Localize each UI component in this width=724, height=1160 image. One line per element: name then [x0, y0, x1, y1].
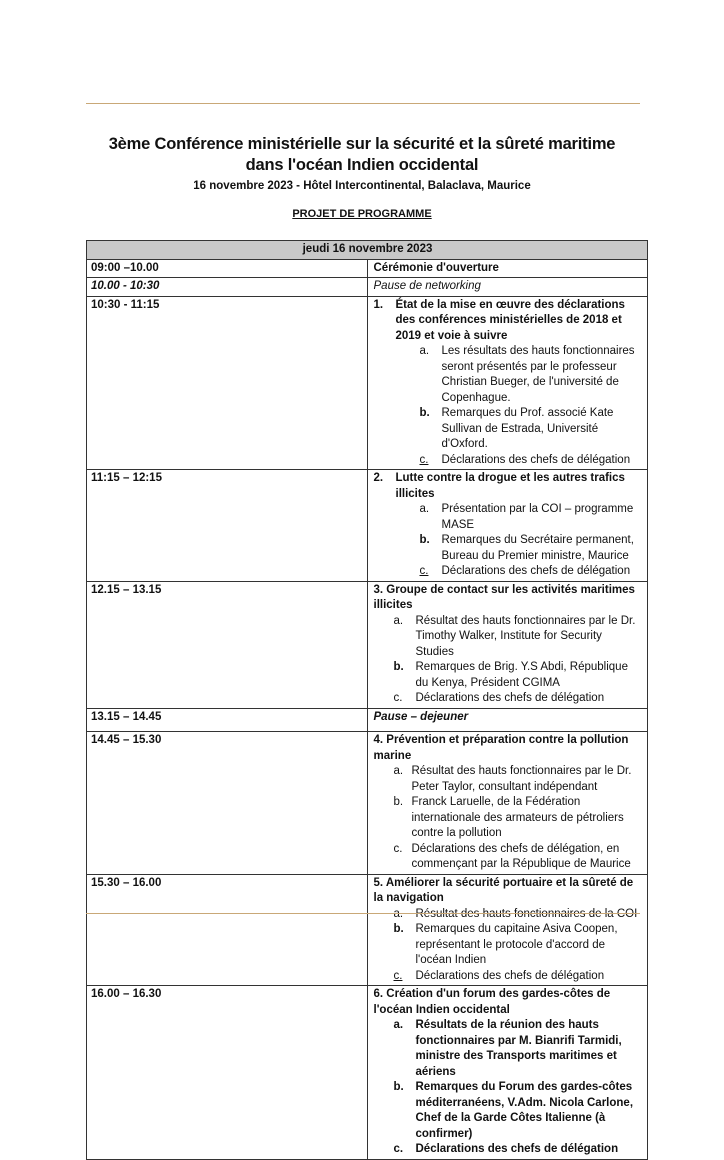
session-title: Lutte contre la drogue et les autres trafics illicites	[395, 472, 625, 500]
document-subtitle: 16 novembre 2023 - Hôtel Intercontinental, Balaclava, Maurice	[193, 180, 531, 192]
list-item: c. Déclarations des chefs de délégation	[419, 453, 631, 466]
session-title: Cérémonie d'ouverture	[367, 259, 648, 278]
list-item: a. Résultat des hauts fonctionnaires de la COI	[393, 907, 638, 920]
table-row	[87, 874, 648, 986]
list-item: a. Résultat des hauts fonctionnaires par le Dr. Peter Taylor, consultant indépendant	[393, 765, 632, 793]
session-time: 10:30 - 11:15	[87, 296, 368, 470]
session-title: 3. Groupe de contact sur les activités maritimes illicites	[373, 583, 635, 611]
top-divider	[86, 103, 640, 104]
session-number: 1.	[373, 298, 384, 311]
session-content	[367, 581, 648, 708]
program-title: PROJET DE PROGRAMME	[292, 208, 432, 220]
table-row	[87, 986, 648, 1160]
list-item: a. Les résultats des hauts fonctionnaires seront présentés par le professeur Christian Bueger, de l'université de Copenhague.	[419, 345, 635, 404]
list-item: c. Déclarations des chefs de délégation	[393, 692, 605, 704]
bottom-divider	[86, 913, 640, 914]
title-line-2: dans l'océan Indien occidental	[245, 156, 479, 174]
session-time: 13.15 – 14.45	[87, 708, 368, 732]
session-content	[367, 470, 648, 582]
title-line-1: 3ème Conférence ministérielle sur la sécurité et la sûreté maritime	[108, 135, 616, 153]
document-title	[60, 134, 664, 176]
session-time: 12.15 – 13.15	[87, 581, 368, 708]
session-title: État de la mise en œuvre des déclarations des conférences ministérielles de 2018 et 2019 et voie à suivre	[395, 298, 625, 342]
session-content	[367, 986, 648, 1160]
list-item: a. Résultats de la réunion des hauts fonctionnaires par M. Bianrifi Tarmidi, ministre des Transports maritimes et aériens	[393, 1019, 622, 1078]
list-item: b. Franck Laruelle, de la Fédération internationale des armateurs de pétroliers contre la pollution	[393, 796, 624, 839]
list-item: a. Résultat des hauts fonctionnaires par le Dr. Timothy Walker, Institute for Security Studies	[393, 614, 636, 658]
list-item: b. Remarques du Prof. associé Kate Sullivan de Estrada, Université d'Oxford.	[419, 407, 614, 450]
list-item: a. Présentation par la COI – programme MASE	[419, 503, 634, 531]
list-item: b. Remarques du Secrétaire permanent, Bureau du Premier ministre, Maurice	[419, 534, 634, 562]
table-row	[87, 708, 648, 732]
session-title: Pause de networking	[367, 278, 648, 297]
session-content	[367, 874, 648, 986]
session-heading	[374, 298, 643, 345]
day-header: jeudi 16 novembre 2023	[87, 241, 648, 260]
session-time: 09:00 –10.00	[87, 259, 368, 278]
session-title: 6. Création d'un forum des gardes-côtes de l'océan Indien occidental	[373, 988, 611, 1016]
table-row	[87, 278, 648, 297]
table-row	[87, 581, 648, 708]
table-row	[87, 296, 648, 470]
session-content	[367, 296, 648, 470]
program-table	[86, 240, 648, 1160]
session-title: 4. Prévention et préparation contre la pollution marine	[373, 734, 629, 762]
session-number: 2.	[373, 472, 384, 484]
list-item: b. Remarques de Brig. Y.S Abdi, République du Kenya, Président CGIMA	[393, 661, 628, 689]
session-title: Pause – dejeuner	[367, 708, 648, 732]
list-item: c. Déclarations des chefs de délégation	[393, 969, 605, 982]
session-time: 11:15 – 12:15	[87, 470, 368, 582]
session-time: 16.00 – 16.30	[87, 986, 368, 1160]
list-item: c. Déclarations des chefs de délégation, en commençant par la République de Maurice	[393, 842, 631, 870]
day-header-row	[87, 241, 648, 260]
session-time: 15.30 – 16.00	[87, 874, 368, 986]
list-item: c. Déclarations des chefs de délégation	[419, 565, 631, 577]
table-row	[87, 259, 648, 278]
list-item: c. Déclarations des chefs de délégation	[393, 1143, 619, 1155]
session-title: 5. Améliorer la sécurité portuaire et la sûreté de la navigation	[373, 876, 634, 904]
session-content	[367, 732, 648, 875]
session-time: 14.45 – 15.30	[87, 732, 368, 875]
session-time: 10.00 - 10:30	[87, 278, 368, 297]
list-item: b. Remarques du Forum des gardes-côtes méditerranéens, V.Adm. Nicola Carlone, Chef de la Garde Côtes Italienne (à confirmer)	[393, 1081, 634, 1140]
list-item: b. Remarques du capitaine Asiva Coopen, représentant le protocole d'accord de l'océan Indien	[393, 923, 618, 966]
table-row	[87, 732, 648, 875]
table-row	[87, 470, 648, 582]
session-heading	[374, 471, 643, 502]
